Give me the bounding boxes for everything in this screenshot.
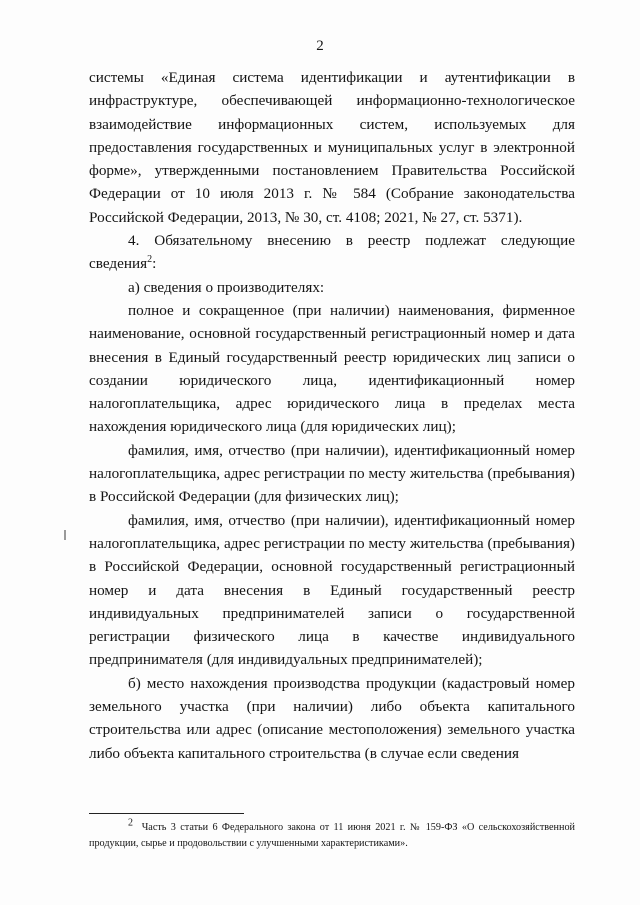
paragraph-item-4-text: 4. Обязательному внесению в реестр подлежат следующие сведения (89, 232, 575, 273)
paragraph-legal-entities: полное и сокращенное (при наличии) наименования, фирменное наименование, основной государственный регистрационный номер и дата внесения в Единый государственный реестр юридических лиц записи о создании юридического лица, идентификационный номер налогоплательщика, адрес юридического лица в пределах места нахождения юридического лица (для юридических лиц); (89, 301, 575, 436)
footnote-line (89, 817, 575, 852)
paragraph-continuation: системы «Единая система идентификации и аутентификации в инфраструктуре, обеспечивающей информационно-технологическое взаимодействие информационных систем, используемых для предоставления государственных и муниципальных услуг в электронной форме», утвержденными постановлением Правительства Российской Федерации от 10 июля 2013 г. № 584 (Собрание законодательства Российской Федерации, 2013, № 30, ст. 4108; 2021, № 27, ст. 5371). (89, 69, 575, 226)
page-number: 2 (316, 38, 324, 54)
footnote-reference[interactable]: 2 (147, 254, 153, 266)
subitem-b-paragraph: б) место нахождения производства продукции (кадастровый номер земельного участка (при наличии) либо объекта капитального строительства или адрес (описание местоположения) земельного участка либо объекта капитального строительства (в случае если сведения (89, 674, 575, 762)
document-body (89, 66, 575, 765)
footnote (89, 817, 575, 852)
paragraph-entrepreneurs: фамилия, имя, отчество (при наличии), идентификационный номер налогоплательщика, адрес регистрации по месту жительства (пребывания) в Российской Федерации, основной государственный регистрационный номер и дата внесения в Единый государственный реестр индивидуальных предпринимателей записи о государственной регистрации физического лица в качестве индивидуального предпринимателя (для индивидуальных предпринимателей); (89, 511, 575, 669)
paragraph-item-4 (89, 229, 575, 276)
paragraph-individuals: фамилия, имя, отчество (при наличии), идентификационный номер налогоплательщика, адрес регистрации по месту жительства (пребывания) в Российской Федерации (для физических лиц); (89, 441, 575, 506)
paragraph-item-4-tail: : (152, 255, 157, 273)
footnote-text: Часть 3 статьи 6 Федерального закона от 11 июня 2021 г. № 159-ФЗ «О сельскохозяйственной продукции, сырье и продовольствии с улучшенными характеристиками». (89, 822, 575, 849)
scan-mark (64, 530, 66, 540)
footnote-separator (89, 813, 244, 814)
subitem-a-heading: а) сведения о производителях: (128, 278, 325, 296)
footnote-marker: 2 (128, 817, 133, 829)
